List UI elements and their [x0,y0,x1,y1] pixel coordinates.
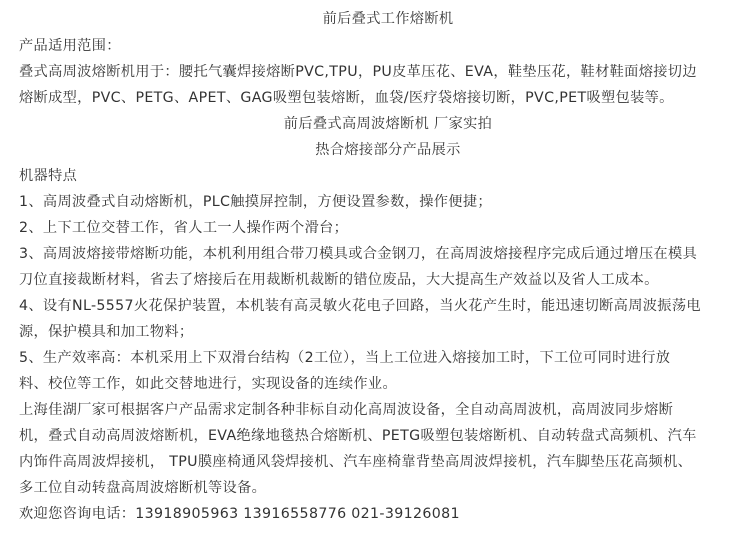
page-title: 前后叠式工作熔断机 [322,11,454,27]
feature-line: 1、高周波叠式自动熔断机，PLC触摸屏控制，方便设置参数，操作便捷； [19,194,492,210]
feature-line: 3、高周波熔接带熔断功能，本机利用组合带刀模具或合金钢刀，在高周波熔接程序完成后通过增压在模具 [19,246,698,262]
company-line: 机，叠式自动高周波熔断机，EVA绝缘地毯热合熔断机、PETG吸塑包装熔断机、自动转盘式高频机、汽车 [19,428,697,444]
feature-line: 5、生产效率高：本机采用上下双滑台结构（2工位），当上工位进入熔接加工时，下工位可同时进行放 [19,350,671,366]
company-line: 上海佳湖厂家可根据客户产品需求定制各种非标自动化高周波设备，全自动高周波机，高周波同步熔断 [19,402,674,418]
feature-line: 4、设有NL-5557火花保护装置，本机装有高灵敏火花电子回路，当火花产生时，能迅速切断高周波振荡电 [19,298,701,314]
feature-line: 刀位直接裁断材料，省去了熔接后在用裁断机裁断的错位废品，大大提高生产效益以及省人工成本。 [19,272,659,288]
scope-line: 熔断成型，PVC、PETG、APET、GAG吸塑包装熔断，血袋/医疗袋熔接切断，PVC,PET吸塑包装等。 [19,90,674,106]
feature-line: 源，保护模具和加工物料； [19,324,194,340]
scope-heading: 产品适用范围： [19,38,121,54]
feature-line: 料、校位等工作，如此交替地进行，实现设备的连续作业。 [19,376,397,392]
product-display-caption: 热合熔接部分产品展示 [315,142,461,158]
factory-photo-caption: 前后叠式高周波熔断机 厂家实拍 [283,116,493,132]
features-heading: 机器特点 [19,168,78,184]
company-line: 多工位自动转盘高周波熔断机等设备。 [19,480,267,496]
contact-phone-line: 欢迎您咨询电话：13918905963 13916558776 021-39126081 [19,506,460,522]
company-line: 内饰件高周波焊接机， TPU膜座椅通风袋焊接机、汽车座椅靠背垫高周波焊接机，汽车脚垫压花高频机、 [19,454,693,470]
scope-line: 叠式高周波熔断机用于：腰托气囊焊接熔断PVC,TPU，PU皮革压花、EVA，鞋垫压花，鞋材鞋面熔接切边 [19,64,697,80]
feature-line: 2、上下工位交替工作，省人工一人操作两个滑台； [19,220,349,236]
